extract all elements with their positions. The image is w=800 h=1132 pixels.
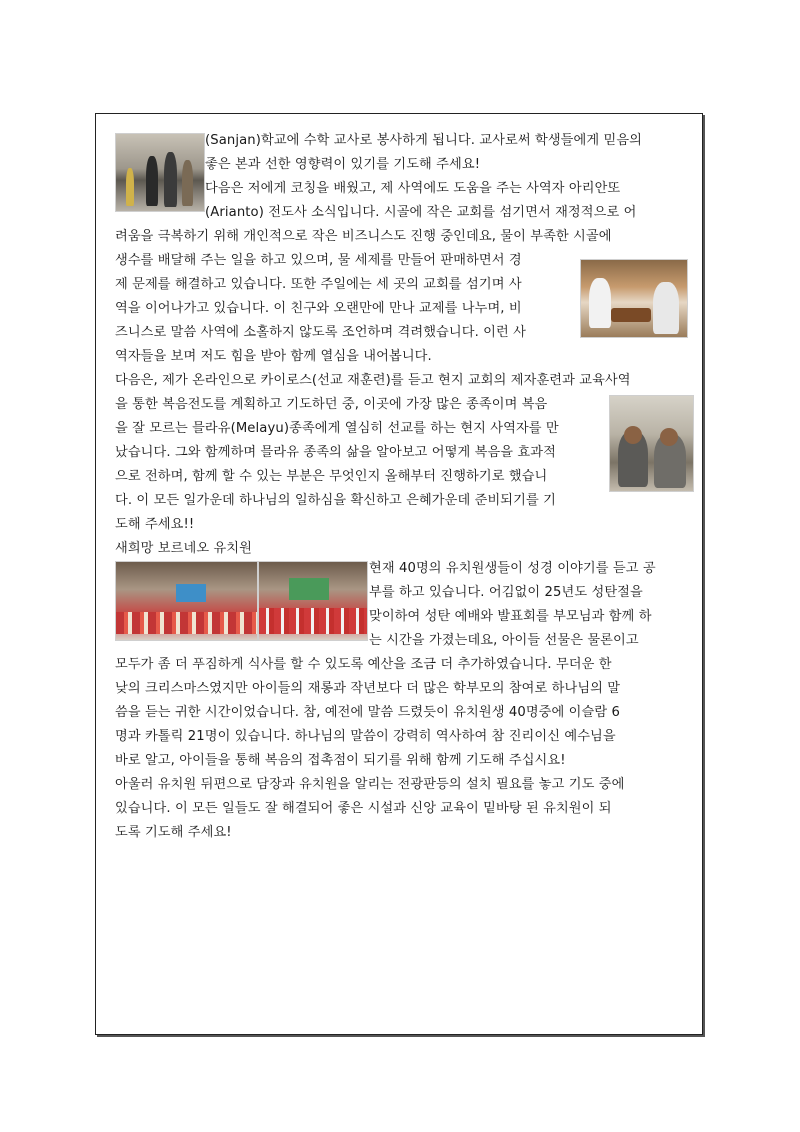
text-line: 맞이하여 성탄 예배와 발표회를 부모님과 함께 하 bbox=[369, 609, 652, 624]
text-line: 려움을 극복하기 위해 개인적으로 작은 비즈니스도 진행 중인데요, 물이 부족한 시골에 bbox=[115, 229, 612, 244]
text-line: 역자들을 보며 저도 힘을 받아 함께 열심을 내어봅니다. bbox=[115, 349, 432, 364]
text-line: 즈니스로 말씀 사역에 소홀하지 않도록 조언하며 격려했습니다. 이런 사 bbox=[115, 325, 526, 340]
text-line: 는 시간을 가졌는데요, 아이들 선물은 물론이고 bbox=[369, 633, 639, 648]
text-line: 모두가 좀 더 푸짐하게 식사를 할 수 있도록 예산을 조금 더 추가하였습니다. 무더운 한 bbox=[115, 657, 612, 672]
text-line: 명과 카톨릭 21명이 있습니다. 하나님의 말씀이 강력히 역사하여 참 진리이신 예수님을 bbox=[115, 729, 616, 744]
photo-selfie bbox=[609, 395, 694, 492]
text-line: (Sanjan)학교에 수학 교사로 봉사하게 됩니다. 교사로써 학생들에게 믿음의 bbox=[205, 133, 642, 148]
text-line: 낮의 크리스마스였지만 아이들의 재롱과 작년보다 더 많은 학부모의 참여로 하나님의 말 bbox=[115, 681, 621, 696]
text-line: 있습니다. 이 모든 일들도 잘 해결되어 좋은 시설과 신앙 교육이 밑바탕 된 유치원이 되 bbox=[115, 801, 612, 816]
text-line: 부를 하고 있습니다. 어김없이 25년도 성탄절을 bbox=[369, 585, 643, 600]
text-line: 났습니다. 그와 함께하며 믈라유 종족의 삶을 알아보고 어떻게 복음을 효과적 bbox=[115, 445, 556, 460]
section-heading: 새희망 보르네오 유치원 bbox=[115, 541, 252, 556]
text-line: 아울러 유치원 뒤편으로 담장과 유치원을 알리는 전광판등의 설치 필요를 놓고 기도 중에 bbox=[115, 777, 625, 792]
text-line: 도해 주세요!! bbox=[115, 517, 195, 532]
photo-kindergarten-group-1 bbox=[115, 561, 258, 641]
text-line: 다음은, 제가 온라인으로 카이로스(선교 재훈련)를 듣고 현지 교회의 제자훈련과 교육사역 bbox=[115, 373, 631, 388]
text-line: 다. 이 모든 일가운데 하나님의 일하심을 확신하고 은혜가운데 준비되기를 기 bbox=[115, 493, 556, 508]
text-line: 생수를 배달해 주는 일을 하고 있으며, 물 세제를 만들어 판매하면서 경 bbox=[115, 253, 522, 268]
text-line: 제 문제를 해결하고 있습니다. 또한 주일에는 세 곳의 교회를 섬기며 사 bbox=[115, 277, 522, 292]
text-line: 좋은 본과 선한 영향력이 있기를 기도해 주세요! bbox=[205, 157, 481, 172]
photo-graduation bbox=[115, 133, 205, 212]
photo-kindergarten-group-2 bbox=[258, 561, 368, 641]
text-line: 역을 이어나가고 있습니다. 이 친구와 오랜만에 만나 교제를 나누며, 비 bbox=[115, 301, 522, 316]
text-line: 바로 알고, 아이들을 통해 복음의 접촉점이 되기를 위해 함께 기도해 주십시요! bbox=[115, 753, 566, 768]
text-line: 도록 기도해 주세요! bbox=[115, 825, 232, 840]
text-line: 현재 40명의 유치원생들이 성경 이야기를 듣고 공 bbox=[369, 561, 656, 576]
photo-cafe-meeting bbox=[580, 259, 688, 338]
text-line: 을 통한 복음전도를 계획하고 기도하던 중, 이곳에 가장 많은 종족이며 복음 bbox=[115, 397, 548, 412]
text-line: 으로 전하며, 함께 할 수 있는 부분은 무엇인지 올해부터 진행하기로 했습니 bbox=[115, 469, 548, 484]
text-line: 을 잘 모르는 믈라유(Melayu)종족에게 열심히 선교를 하는 현지 사역자를 만 bbox=[115, 421, 559, 436]
text-line: 씀을 듣는 귀한 시간이었습니다. 참, 예전에 말씀 드렸듯이 유치원생 40명중에 이슬람 6 bbox=[115, 705, 620, 720]
text-line: 다음은 저에게 코칭을 배웠고, 제 사역에도 도움을 주는 사역자 아리안또 bbox=[205, 181, 621, 196]
text-line: (Arianto) 전도사 소식입니다. 시골에 작은 교회를 섬기면서 재정적으로 어 bbox=[205, 205, 637, 220]
